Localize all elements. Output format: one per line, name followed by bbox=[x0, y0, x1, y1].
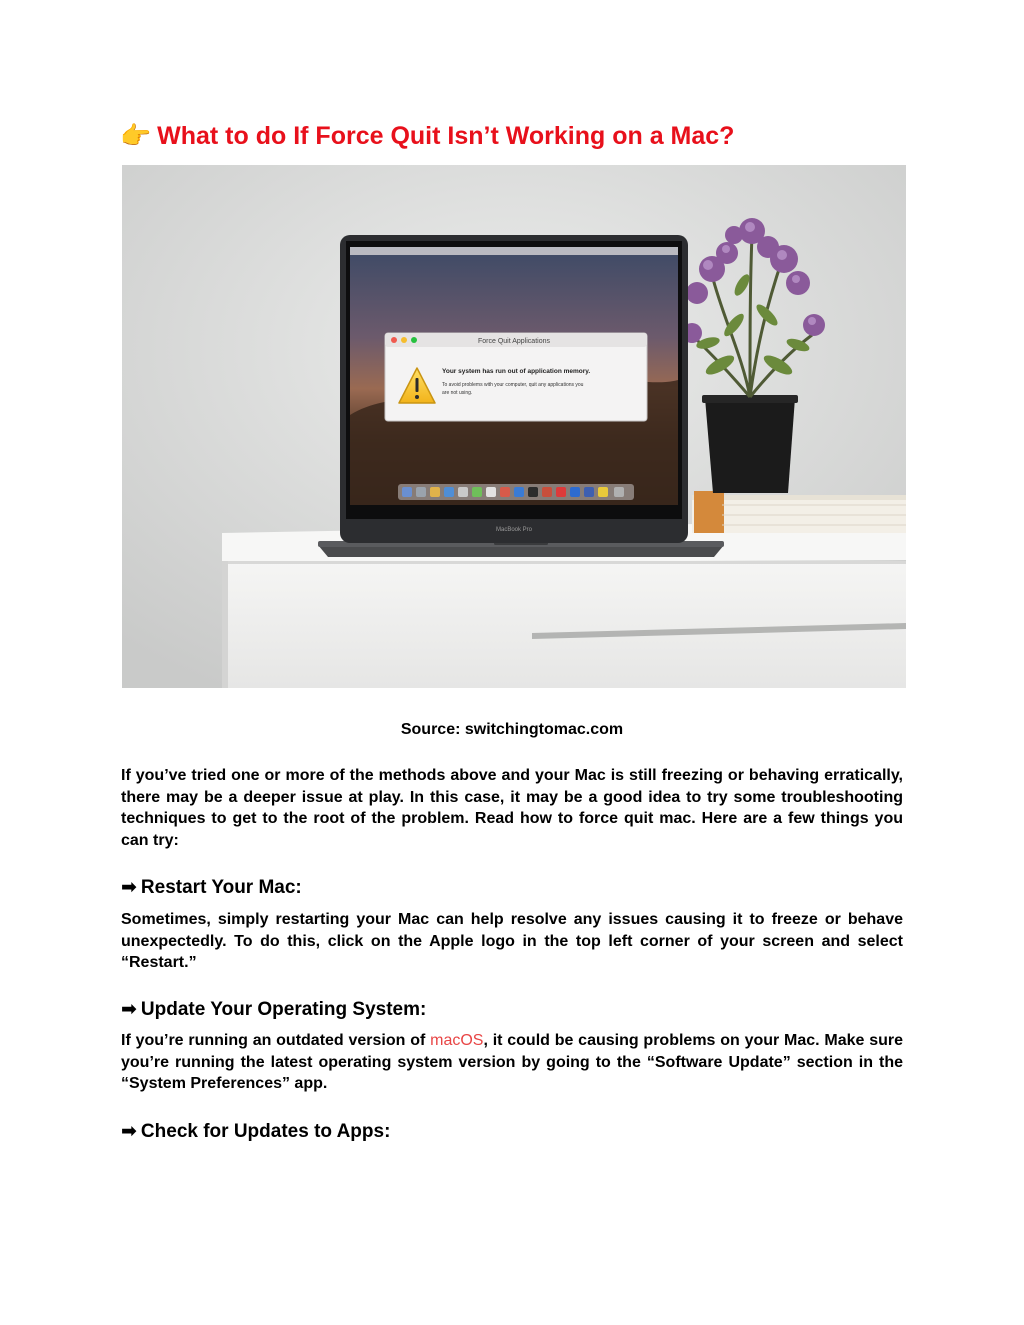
heading-restart-text: Restart Your Mac: bbox=[140, 877, 302, 898]
heading-update-os bbox=[121, 998, 426, 1022]
heading-check-updates bbox=[121, 1120, 390, 1144]
pointing-hand-icon: 👉 bbox=[120, 122, 152, 150]
dialog-title: Force Quit Applications bbox=[478, 338, 550, 345]
page-title bbox=[120, 118, 920, 154]
right-arrow-icon: ➡ bbox=[121, 877, 137, 898]
laptop-label: MacBook Pro bbox=[495, 527, 533, 533]
restart-paragraph: Sometimes, simply restarting your Mac can help resolve any issues causing it to freeze or behave unexpectedly. To do this, click on the Apple logo in the top left corner of your screen and select “Restart.” bbox=[121, 911, 903, 971]
article-photo bbox=[122, 165, 906, 688]
right-arrow-icon: ➡ bbox=[121, 1121, 137, 1142]
image-caption: Source: switchingtomac.com bbox=[400, 721, 624, 738]
update-os-paragraph bbox=[121, 1030, 903, 1095]
dialog-heading: Your system has run out of application memory. bbox=[442, 368, 591, 375]
update-os-text-end: , it could be causing problems on your Mac. Make sure you’re running the latest operating system version by going to the “Software Update” section in the “System Preferences” app. bbox=[121, 1032, 904, 1092]
intro-paragraph: If you’ve tried one or more of the methods above and your Mac is still freezing or behaving erratically, there may be a deeper issue at play. In this case, it may be a good idea to try some troubleshooting techniques to get to the root of the problem. Read how to force quit mac. Here are a few things you can try: bbox=[121, 767, 903, 849]
right-arrow-icon: ➡ bbox=[121, 999, 137, 1020]
page-title-text: What to do If Force Quit Isn’t Working on a Mac? bbox=[157, 122, 735, 150]
dialog-body-line1: To avoid problems with your computer, quit any applications you bbox=[442, 382, 584, 388]
heading-check-updates-text: Check for Updates to Apps: bbox=[140, 1121, 391, 1142]
heading-restart bbox=[121, 876, 302, 900]
heading-update-os-text: Update Your Operating System: bbox=[140, 999, 427, 1020]
dialog-body-line2: are not using. bbox=[442, 390, 473, 396]
macos-link[interactable]: macOS bbox=[430, 1032, 484, 1049]
update-os-text-start: If you’re running an outdated version of bbox=[121, 1032, 431, 1049]
